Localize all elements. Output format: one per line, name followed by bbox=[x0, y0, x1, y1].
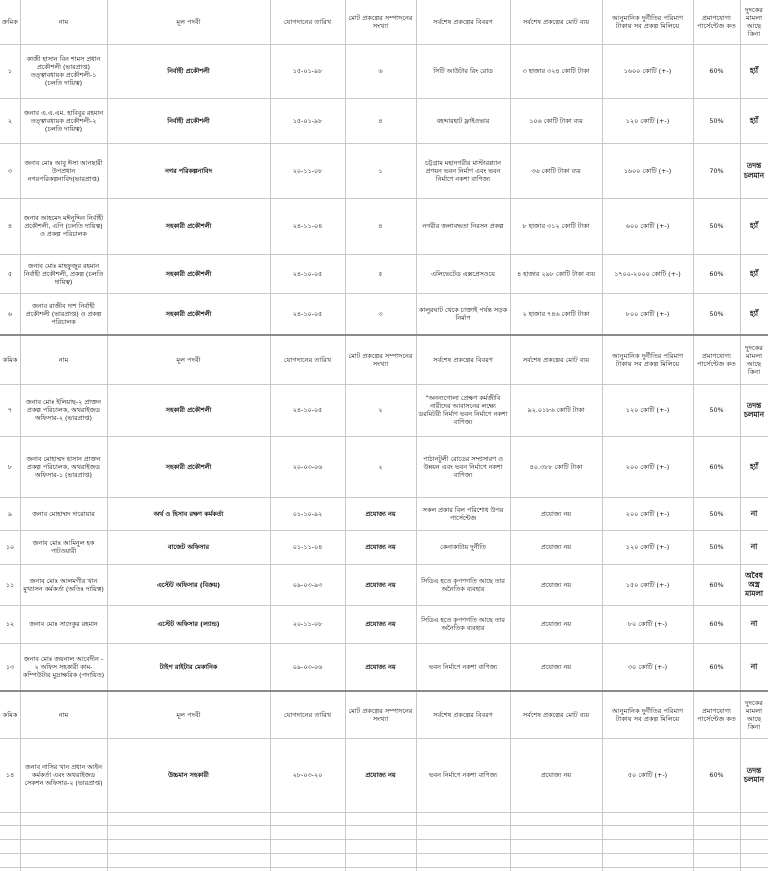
cell-estimated-corruption: ৫০ কোটি (+-) bbox=[627, 771, 668, 779]
cell-post: অর্থ ও হিসাব রক্ষণ কর্মকর্তা bbox=[153, 509, 224, 518]
header-post: মূল পদবী bbox=[176, 17, 201, 26]
cell-join-date: ২৪-১০-০৫ bbox=[292, 269, 323, 278]
cell-estimated-corruption: ১৬০০ কোটি (+-) bbox=[623, 166, 672, 175]
cell-serial: ১ bbox=[7, 67, 13, 75]
cell-latest-project: "অনন্যগোলা প্রেক্ষণ কর্মজীবি নারীদের আবাসনের লক্ষ্যে ডরমিটরী নির্মাণ ভবন নির্মাণে নকশা বাণিজ্য bbox=[418, 394, 508, 426]
cell-case: হ্যাঁ bbox=[749, 66, 759, 76]
cell-case: তদন্ত চলমান bbox=[743, 765, 765, 784]
cell-serial: ১৪ bbox=[5, 771, 15, 779]
cell-evidence-pct: 60% bbox=[709, 580, 724, 589]
grid-line bbox=[0, 812, 768, 813]
header-serial: কমিক bbox=[2, 710, 18, 719]
cell-post: বাজেট অফিসার bbox=[167, 543, 210, 551]
cell-name: জনাব মোঃ আলমগীর খান মুখ্যাসন কর্মকর্তা (অতিঃ দায়িত্ব) bbox=[23, 576, 104, 593]
cell-post: নগর পরিকল্পনাবিদ bbox=[165, 166, 212, 175]
cell-case: অবৈধ অস্ত্র মামলা bbox=[744, 570, 763, 599]
cell-estimated-corruption: ৩০ কোটি (+-) bbox=[627, 662, 668, 671]
cell-latest-cost: ১০৬ কোটি টাকা ব্যয় bbox=[529, 116, 583, 125]
cell-post: এস্টেট অফিসার (বিক্রয়) bbox=[156, 580, 221, 589]
cell-latest-project: এলিভেটেড এক্সপ্রেসওয়ে bbox=[431, 269, 495, 278]
cell-post: নির্বাহী প্রকৌশলী bbox=[167, 67, 210, 75]
cell-case: হ্যাঁ bbox=[749, 221, 759, 231]
cell-name: জনাব মোহাম্মদ দারোয়ার bbox=[32, 509, 95, 518]
header-name: নাম bbox=[58, 17, 69, 26]
header-latest-cost: সর্বশেষ প্রকল্পের মোট ব্যয় bbox=[522, 710, 590, 719]
cell-join-date: ০৯-০৩-০৬ bbox=[292, 662, 323, 671]
cell-estimated-corruption: ১২০ কোটি (+-) bbox=[625, 543, 670, 551]
cell-latest-cost: ৯২.০১৮৬ কোটি টাকা bbox=[527, 406, 585, 414]
header-latest-project: সর্বশেষ প্রকল্পের বিবরণ bbox=[433, 355, 493, 364]
cell-latest-cost: প্রযোজ্য নয় bbox=[540, 620, 572, 628]
cell-evidence-pct: 50% bbox=[709, 309, 724, 318]
cell-serial: ৮ bbox=[7, 462, 13, 471]
cell-join-date: ০১-১০-৯২ bbox=[292, 509, 323, 518]
cell-post: সহকারী প্রকৌশলী bbox=[165, 406, 212, 414]
cell-latest-project: সিটি আউটার রিং রোড bbox=[433, 67, 493, 75]
cell-case: না bbox=[750, 661, 758, 671]
cell-name: জনাব রাজীব দাশ নির্বাহী প্রকৌশলী (ভারপ্রাপ্ত) ও প্রকল্প পরিচালক bbox=[25, 301, 102, 326]
cell-estimated-corruption: ১২০ কোটি (+-) bbox=[625, 116, 670, 125]
header-serial: ক্রমিক bbox=[2, 17, 18, 26]
cell-estimated-corruption: ৬০০ কোটি (+-) bbox=[625, 222, 670, 230]
cell-evidence-pct: 50% bbox=[709, 406, 724, 414]
cell-name: জনাব মোহাম্মদ হাসান প্রাক্তন প্রকল্প পরিচালক, অথরাইজড অফিসার-১ (ভারপ্রাপ্ত) bbox=[26, 454, 101, 479]
cell-evidence-pct: 60% bbox=[709, 771, 724, 779]
cell-estimated-corruption: ১২০ কোটি (+-) bbox=[625, 406, 670, 414]
grid-line bbox=[0, 825, 768, 826]
header-case: দুদকের মামলা আছে কিনা bbox=[745, 343, 763, 377]
cell-evidence-pct: 50% bbox=[709, 222, 724, 230]
header-name: নাম bbox=[58, 355, 69, 364]
cell-evidence-pct: 50% bbox=[709, 509, 724, 518]
header-join-date: যোগদানের তারিখ bbox=[283, 355, 332, 364]
header-estimated-corruption: আনুমানিক দুর্নীতির পরিমাণ টাকায় সব প্রকল্প মিলিয়ে bbox=[611, 351, 684, 368]
cell-evidence-pct: 60% bbox=[709, 620, 724, 628]
cell-join-date: ১৫-০১-৯৮ bbox=[292, 67, 323, 75]
cell-post: সহকারী প্রকৌশলী bbox=[165, 462, 212, 471]
cell-serial: ৫ bbox=[7, 269, 13, 278]
cell-join-date: ২০-১১-০৮ bbox=[292, 166, 323, 175]
cell-post: নির্বাহী প্রকৌশলী bbox=[167, 116, 210, 125]
cell-case: না bbox=[750, 542, 758, 552]
cell-evidence-pct: 60% bbox=[709, 67, 724, 75]
header-project-count: মোট প্রকল্পের সম্পাদনের সংখ্যা bbox=[348, 13, 413, 30]
cell-name: জনাব আহমেদ মঈনুদ্দিন নির্বাহী প্রকৌশলী, এপি (চলতি দায়িত্ব) ও প্রকল্প পরিচালক bbox=[23, 214, 104, 238]
cell-latest-project: চট্টগ্রাম মহানগরীর মাস্টারপ্ল্যান প্রণয়ন ভবন নির্মাণ এবং ভবন নির্মাণে নকশা বাণিজ্য bbox=[425, 158, 501, 183]
cell-evidence-pct: 60% bbox=[709, 269, 724, 278]
header-estimated-corruption: আনুমানিক দুর্নীতির পরিমাণ টাকায় সব প্রকল্প মিলিয়ে bbox=[611, 706, 684, 723]
cell-project-count: ৪ bbox=[378, 222, 383, 230]
cell-serial: ১১ bbox=[5, 580, 15, 589]
cell-estimated-corruption: ২০০ কোটি (+-) bbox=[625, 462, 670, 471]
header-serial: কমিক bbox=[2, 355, 18, 364]
cell-case: না bbox=[750, 619, 758, 629]
grid-line bbox=[0, 867, 768, 868]
cell-project-count: ৬ bbox=[378, 67, 383, 75]
header-case: দুদকের মামলা আছে কিনা bbox=[745, 5, 763, 39]
cell-latest-project: বহদ্দারহাট ফ্লাইওভার bbox=[436, 116, 490, 125]
cell-latest-project: পাঠানটুলী রোডের সম্প্রসারণ ও উন্নয়ন এবং ভবন নির্মাণে নকশা বাণিজ্য bbox=[423, 454, 503, 479]
cell-project-count: ২ bbox=[378, 406, 383, 414]
cell-latest-cost: প্রযোজ্য নয় bbox=[540, 580, 572, 589]
cell-join-date: ২৪-১০-০৫ bbox=[292, 309, 323, 318]
header-evidence-pct: প্রমাণযোগ্য পার্সেন্টেজ কত bbox=[697, 706, 736, 723]
cell-latest-project: সিডিএ হতে কৃপণগতি আছে তার অনৈতিক ব্যবহার bbox=[421, 616, 505, 632]
cell-latest-cost: প্রযোজ্য নয় bbox=[540, 543, 572, 551]
header-estimated-corruption: আনুমানিক দুর্নীতির পরিমাণ টাকায় সব প্রকল্প মিলিয়ে bbox=[611, 13, 684, 30]
cell-latest-project: কালুরঘাট থেকে চাক্তাই পর্যন্ত সড়ক নির্মাণ bbox=[418, 305, 508, 322]
cell-name: জনাব মোঃ ইলিয়াছ-২ প্রাক্তন প্রকল্প পরিচালক, অথরাইজড অফিসার-২ (ভারপ্রাপ্ত) bbox=[26, 398, 101, 422]
cell-project-count: ৪ bbox=[378, 116, 383, 125]
grid-line bbox=[0, 839, 768, 840]
cell-serial: ১০ bbox=[5, 543, 15, 551]
cell-estimated-corruption: ২০০ কোটি (+-) bbox=[625, 509, 670, 518]
cell-project-count: প্রযোজ্য নয় bbox=[365, 509, 396, 518]
cell-join-date: ২৮-০৩-২০ bbox=[292, 771, 323, 779]
header-project-count: মোট প্রকল্পের সম্পাদনের সংখ্যা bbox=[348, 351, 413, 368]
cell-latest-cost: ৪০.৩৮৮ কোটি টাকা bbox=[529, 462, 583, 471]
cell-latest-cost: প্রযোজ্য নয় bbox=[540, 662, 572, 671]
cell-serial: ৪ bbox=[7, 222, 13, 230]
cell-evidence-pct: 60% bbox=[709, 662, 724, 671]
cell-join-date: ০১-১১-০৪ bbox=[292, 543, 323, 551]
cell-estimated-corruption: ৮০০ কোটি (+-) bbox=[625, 309, 670, 318]
cell-latest-cost: ২ হাজার ৭৪৬ কোটি টাকা bbox=[522, 309, 590, 318]
cell-name: জনাব মোঃ আমিনুল হক পাটওয়ারী bbox=[32, 539, 95, 555]
cell-serial: ৩ bbox=[7, 166, 13, 175]
header-post: মূল পদবী bbox=[176, 355, 201, 364]
cell-case: তদন্ত চলমান bbox=[743, 161, 765, 180]
cell-estimated-corruption: ৮০ কোটি (+-) bbox=[627, 620, 668, 628]
cell-latest-project: কেনাকাটায় দুর্নীতি bbox=[440, 543, 486, 551]
cell-name: জনাব নাসির খান প্রধান আইন কর্মকর্তা এবং অথরাইজড সেকশন অফিসার-২ (ভারপ্রাপ্ত) bbox=[24, 763, 103, 787]
cell-project-count: ৩ bbox=[378, 309, 383, 318]
header-evidence-pct: প্রমাণযোগ্য পার্সেন্টেজ কত bbox=[697, 351, 736, 368]
cell-estimated-corruption: ১৭০০-২০০০ কোটি (+-) bbox=[614, 269, 681, 278]
cell-join-date: ২০-০৩-০৬ bbox=[292, 462, 323, 471]
cell-name: জনাব মোঃ আবু ঈসা আনছারী উপপ্রধান নগরপরিকল্পনাবিদ(ভারপ্রাপ্ত) bbox=[24, 158, 103, 183]
header-join-date: যোগদানের তারিখ bbox=[283, 710, 332, 719]
cell-latest-project: সিডিএ হতে কৃপণগতি আছে তার অনৈতিক ব্যবহার bbox=[421, 576, 505, 593]
cell-join-date: ২৪-১০-০৫ bbox=[292, 406, 323, 414]
cell-evidence-pct: 70% bbox=[709, 166, 724, 175]
cell-serial: ২ bbox=[7, 116, 13, 125]
cell-latest-project: ভবন নির্মাণে নকশা বাণিজ্য bbox=[428, 662, 498, 671]
cell-case: হ্যাঁ bbox=[749, 308, 759, 318]
cell-name: জনাব মোঃ জয়নাল আবেদীন - ২ অফিস সহকারী কাম-কম্পিউটার মুদ্রাক্ষরিক (পদায়িত) bbox=[22, 654, 105, 679]
cell-post: উচ্চমান সহকারী bbox=[168, 771, 209, 779]
cell-latest-project: সকল প্রকার বিল পরিশোধ উপর পার্সেন্টেজ bbox=[422, 505, 504, 522]
grid-line bbox=[0, 853, 768, 854]
cell-serial: ৭ bbox=[7, 406, 13, 414]
cell-case: না bbox=[750, 508, 758, 518]
cell-latest-project: ভবন নির্মাণে নকশা বাণিজ্য bbox=[428, 771, 498, 779]
header-project-count: মোট প্রকল্পের সম্পাদনের সংখ্যা bbox=[348, 706, 413, 723]
cell-latest-cost: ৮ হাজার ৩১২ কোটি টাকা bbox=[522, 222, 590, 230]
cell-post: টাইপ রাইটার মেকানিক bbox=[159, 662, 218, 671]
header-latest-project: সর্বশেষ প্রকল্পের বিবরণ bbox=[433, 710, 493, 719]
cell-evidence-pct: 50% bbox=[709, 116, 724, 125]
header-latest-cost: সর্বশেষ প্রকল্পের মোট ব্যয় bbox=[522, 355, 590, 364]
cell-estimated-corruption: ১৫০ কোটি (+-) bbox=[625, 580, 670, 589]
cell-serial: ১৩ bbox=[5, 662, 15, 671]
cell-latest-cost: ৩৬ কোটি টাকা ব্যয় bbox=[531, 166, 581, 175]
cell-project-count: প্রযোজ্য নয় bbox=[365, 620, 396, 628]
cell-serial: ৬ bbox=[7, 309, 13, 318]
cell-post: সহকারী প্রকৌশলী bbox=[165, 269, 212, 278]
cell-evidence-pct: 50% bbox=[709, 543, 724, 551]
cell-project-count: প্রযোজ্য নয় bbox=[365, 662, 396, 671]
header-latest-project: সর্বশেষ প্রকল্পের বিবরণ bbox=[433, 17, 493, 26]
cell-project-count: প্রযোজ্য নয় bbox=[365, 580, 396, 589]
header-name: নাম bbox=[58, 710, 69, 719]
cell-name: জনাব মোঃ সাদেকুর রহমান bbox=[29, 620, 98, 628]
cell-serial: ৯ bbox=[7, 509, 13, 518]
cell-latest-cost: প্রযোজ্য নয় bbox=[540, 771, 572, 779]
cell-join-date: ২০-১১-০৮ bbox=[292, 620, 323, 628]
cell-post: সহকারী প্রকৌশলী bbox=[165, 309, 212, 318]
cell-case: তদন্ত চলমান bbox=[743, 400, 765, 419]
cell-case: হ্যাঁ bbox=[749, 115, 759, 125]
cell-evidence-pct: 60% bbox=[709, 462, 724, 471]
cell-case: হ্যাঁ bbox=[749, 461, 759, 471]
cell-join-date: ২৪-১১-০৪ bbox=[292, 222, 323, 230]
cell-estimated-corruption: ১৬০০ কোটি (+-) bbox=[623, 67, 672, 75]
header-evidence-pct: প্রমাণযোগ্য পার্সেন্টেজ কত bbox=[697, 13, 736, 30]
cell-name: জনাব মোঃ মাহফুজুর রহমান নির্বাহী প্রকৌশলী, প্রকল্প (চলতি দায়িত্ব) bbox=[23, 261, 104, 286]
cell-post: সহকারী প্রকৌশলী bbox=[165, 222, 212, 230]
header-join-date: যোগদানের তারিখ bbox=[283, 17, 332, 26]
cell-name: কাজী হাসান বিন শামস প্রধান প্রকৌশলী (ভারপ্রাপ্ত) তত্ত্বাবধায়ক প্রকৌশলী-১ (চলতি দায়িত্ব) bbox=[26, 55, 101, 87]
cell-project-count: প্রযোজ্য নয় bbox=[365, 771, 396, 779]
cell-serial: ১২ bbox=[5, 620, 15, 628]
cell-join-date: ১৫-০১-৯৮ bbox=[292, 116, 323, 125]
cell-project-count: ২ bbox=[378, 462, 383, 471]
cell-project-count: প্রযোজ্য নয় bbox=[365, 543, 396, 551]
cell-join-date: ০৯-০৩-৯৩ bbox=[292, 580, 323, 589]
cell-post: এস্টেট অফিসার (ল্যান্ড) bbox=[157, 620, 220, 628]
header-case: দুদকের মামলা আছে কিনা bbox=[745, 698, 763, 732]
cell-case: হ্যাঁ bbox=[749, 268, 759, 278]
cell-project-count: ৫ bbox=[378, 269, 383, 278]
cell-project-count: ১ bbox=[378, 166, 383, 175]
header-post: মূল পদবী bbox=[176, 710, 201, 719]
header-latest-cost: সর্বশেষ প্রকল্পের মোট ব্যয় bbox=[522, 17, 590, 26]
cell-latest-project: নগরীর জলাবদ্ধতা নিরসন প্রকল্প bbox=[422, 222, 504, 230]
cell-latest-cost: ৪ হাজার ২৯৮ কোটি টাকা ব্যয় bbox=[516, 269, 596, 278]
cell-latest-cost: ৩ হাজার ৩২৪ কোটি টাকা bbox=[522, 67, 590, 75]
cell-name: জনাব এ.এ.এম. হাবিবুর রহমান তত্ত্বাবধায়ক প্রকৌশলী-২ (চলতি দায়িত্ব) bbox=[23, 108, 104, 133]
cell-latest-cost: প্রযোজ্য নয় bbox=[540, 509, 572, 518]
